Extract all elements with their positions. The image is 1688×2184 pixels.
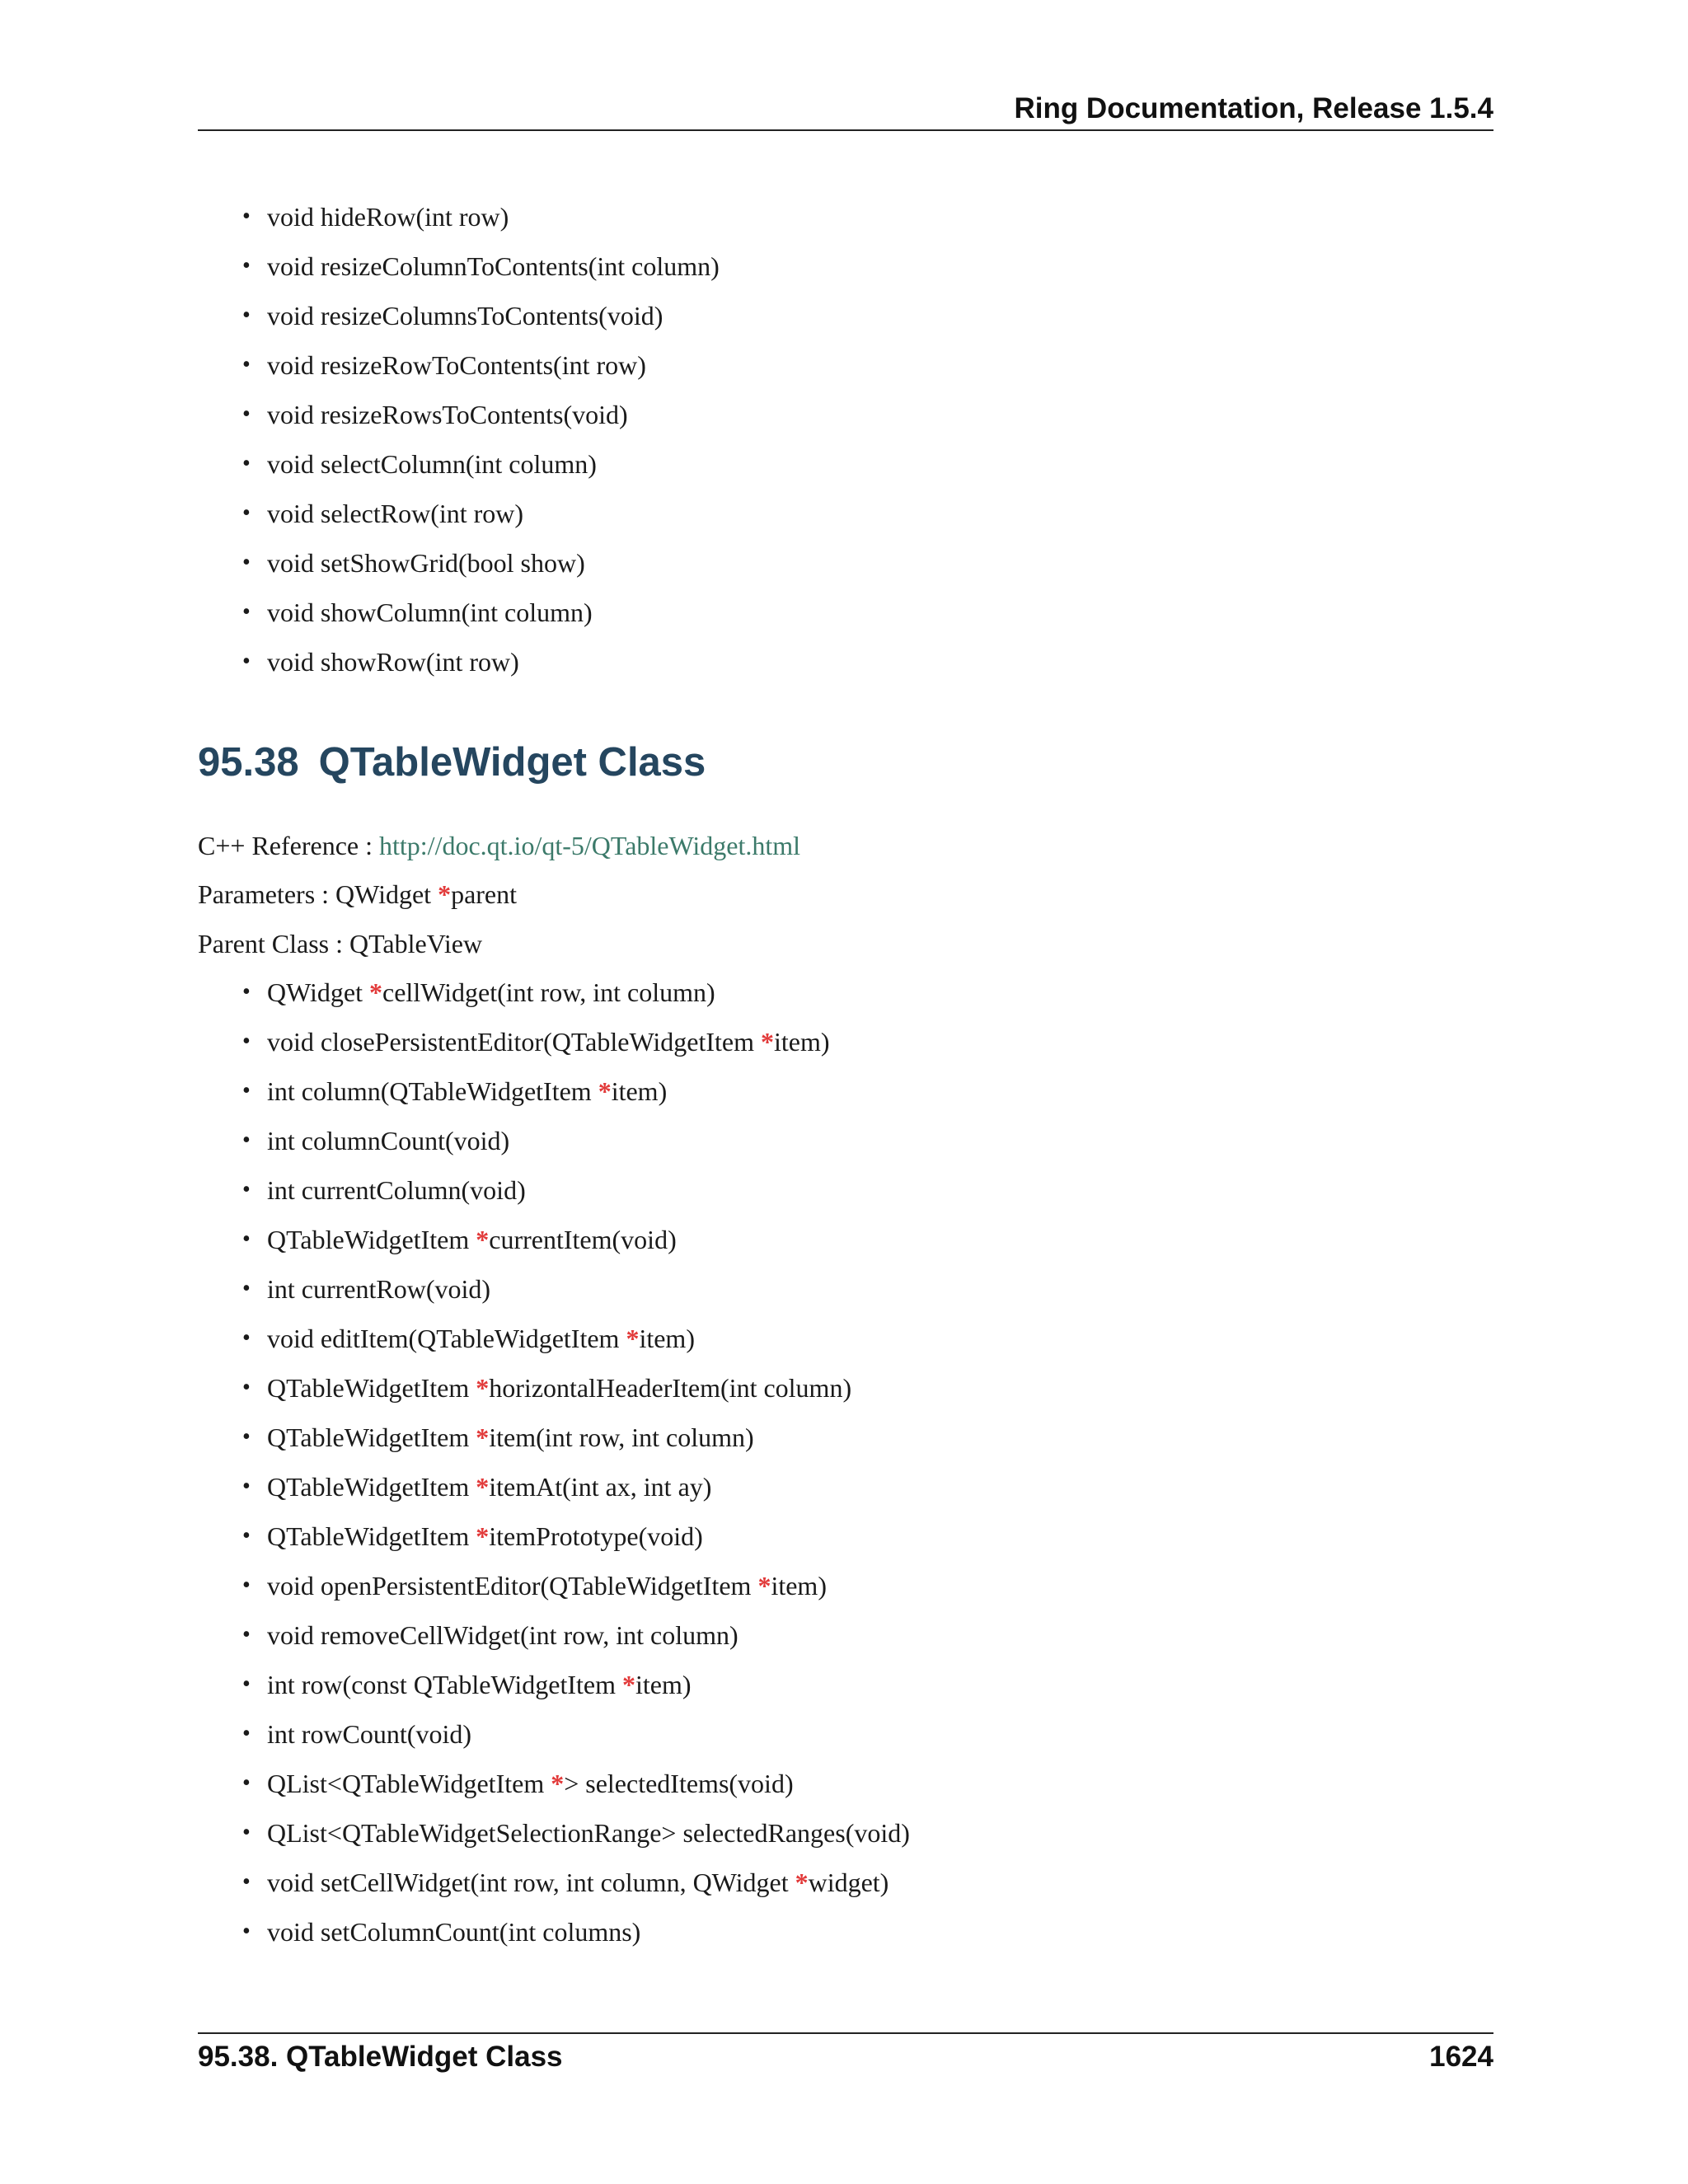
parent-class-value: QTableView bbox=[349, 929, 483, 958]
method-part: QTableWidgetItem bbox=[267, 1422, 476, 1452]
list-item bbox=[242, 1511, 910, 1561]
method-part: horizontalHeaderItem(int column) bbox=[489, 1373, 852, 1403]
list-item bbox=[242, 1907, 910, 1957]
method-part: void removeCellWidget(int row, int column) bbox=[267, 1620, 738, 1650]
method-signature: void resizeRowToContents(int row) bbox=[267, 350, 646, 380]
method-part: cellWidget(int row, int column) bbox=[382, 977, 715, 1007]
method-signature: void showColumn(int column) bbox=[267, 598, 593, 627]
method-part: int row(const QTableWidgetItem bbox=[267, 1670, 623, 1699]
list-item bbox=[242, 588, 720, 637]
bullet-icon: • bbox=[242, 1721, 251, 1746]
list-item bbox=[242, 1462, 910, 1511]
footer-section-title: 95.38. QTableWidget Class bbox=[198, 2041, 563, 2073]
list-item bbox=[242, 968, 910, 1017]
bullet-icon: • bbox=[242, 1869, 251, 1895]
pointer-star: * bbox=[795, 1868, 809, 1897]
method-signature: void hideRow(int row) bbox=[267, 202, 509, 232]
list-item bbox=[242, 1264, 910, 1314]
pointer-star: * bbox=[369, 977, 383, 1007]
pointer-star: * bbox=[760, 1027, 774, 1057]
pointer-star: * bbox=[476, 1225, 490, 1254]
method-part: item) bbox=[635, 1670, 692, 1699]
bullet-icon: • bbox=[242, 1919, 251, 1944]
list-item bbox=[242, 1165, 910, 1215]
method-signature: void showRow(int row) bbox=[267, 647, 519, 677]
bullet-icon: • bbox=[242, 550, 251, 575]
bullet-icon: • bbox=[242, 1572, 251, 1598]
bullet-icon: • bbox=[242, 1523, 251, 1549]
list-item bbox=[242, 1808, 910, 1858]
list-item bbox=[242, 390, 720, 439]
bullet-icon: • bbox=[242, 1820, 251, 1845]
method-part: item) bbox=[773, 1027, 830, 1057]
parent-class-line bbox=[198, 919, 482, 968]
bullet-icon: • bbox=[242, 451, 251, 476]
method-part: void editItem(QTableWidgetItem bbox=[267, 1324, 626, 1353]
section-title-text: QTableWidget Class bbox=[318, 740, 706, 785]
pointer-star: * bbox=[598, 1076, 612, 1106]
bullet-icon: • bbox=[242, 1078, 251, 1104]
bullet-icon: • bbox=[242, 979, 251, 1005]
section-title bbox=[198, 733, 706, 791]
method-part: int currentRow(void) bbox=[267, 1274, 491, 1304]
bullet-icon: • bbox=[242, 599, 251, 625]
method-part: void setColumnCount(int columns) bbox=[267, 1917, 641, 1947]
pointer-star: * bbox=[622, 1670, 636, 1699]
list-item bbox=[242, 1363, 910, 1413]
method-part: item) bbox=[771, 1571, 827, 1601]
method-part: void setCellWidget(int row, int column, QWidget bbox=[267, 1868, 795, 1897]
method-signature: void resizeColumnsToContents(void) bbox=[267, 301, 663, 330]
pointer-star: * bbox=[476, 1422, 490, 1452]
table-widget-method-list bbox=[242, 968, 910, 1957]
list-item bbox=[242, 291, 720, 340]
method-signature: void selectColumn(int column) bbox=[267, 449, 597, 479]
footer-rule bbox=[198, 2032, 1493, 2034]
method-part: item(int row, int column) bbox=[489, 1422, 754, 1452]
bullet-icon: • bbox=[242, 1424, 251, 1450]
running-footer bbox=[198, 2041, 1493, 2074]
running-header: Ring Documentation, Release 1.5.4 bbox=[1014, 92, 1493, 124]
reference-label: C++ Reference : bbox=[198, 831, 379, 860]
bullet-icon: • bbox=[242, 1177, 251, 1202]
method-part: QTableWidgetItem bbox=[267, 1521, 476, 1551]
method-signature: void resizeColumnToContents(int column) bbox=[267, 251, 720, 281]
pointer-star: * bbox=[551, 1769, 565, 1798]
method-part: int columnCount(void) bbox=[267, 1126, 510, 1155]
bullet-icon: • bbox=[242, 1671, 251, 1697]
bullet-icon: • bbox=[242, 1226, 251, 1252]
bullet-icon: • bbox=[242, 500, 251, 526]
list-item bbox=[242, 538, 720, 588]
method-part: item) bbox=[639, 1324, 695, 1353]
method-part: QWidget bbox=[267, 977, 370, 1007]
method-part: > selectedItems(void) bbox=[564, 1769, 794, 1798]
bullet-icon: • bbox=[242, 401, 251, 427]
method-part: itemPrototype(void) bbox=[489, 1521, 703, 1551]
bullet-icon: • bbox=[242, 649, 251, 674]
method-part: int rowCount(void) bbox=[267, 1719, 471, 1749]
method-part: itemAt(int ax, int ay) bbox=[489, 1472, 712, 1502]
bullet-icon: • bbox=[242, 253, 251, 279]
header-rule bbox=[198, 129, 1493, 131]
list-item bbox=[242, 1017, 910, 1066]
list-item bbox=[242, 340, 720, 390]
list-item bbox=[242, 1660, 910, 1709]
list-item bbox=[242, 1709, 910, 1759]
list-item bbox=[242, 192, 720, 241]
bullet-icon: • bbox=[242, 204, 251, 229]
list-item bbox=[242, 1116, 910, 1165]
bullet-icon: • bbox=[242, 1474, 251, 1499]
list-item bbox=[242, 1858, 910, 1907]
list-item bbox=[242, 439, 720, 489]
method-part: void openPersistentEditor(QTableWidgetItem bbox=[267, 1571, 758, 1601]
pointer-star: * bbox=[626, 1324, 640, 1353]
method-part: int column(QTableWidgetItem bbox=[267, 1076, 598, 1106]
method-part: QTableWidgetItem bbox=[267, 1373, 476, 1403]
method-part: int currentColumn(void) bbox=[267, 1175, 526, 1205]
method-signature: void setShowGrid(bool show) bbox=[267, 548, 585, 578]
cpp-reference-line bbox=[198, 821, 800, 870]
pointer-star: * bbox=[476, 1521, 490, 1551]
method-part: QList<QTableWidgetSelectionRange> selectedRanges(void) bbox=[267, 1818, 910, 1848]
reference-link[interactable]: http://doc.qt.io/qt-5/QTableWidget.html bbox=[379, 831, 801, 860]
pointer-star: * bbox=[476, 1472, 490, 1502]
list-item bbox=[242, 241, 720, 291]
page-number: 1624 bbox=[1429, 2041, 1493, 2073]
method-part: QTableWidgetItem bbox=[267, 1472, 476, 1502]
table-view-method-list bbox=[242, 192, 720, 687]
method-part: void closePersistentEditor(QTableWidgetItem bbox=[267, 1027, 761, 1057]
parameters-name: parent bbox=[451, 879, 518, 909]
method-part: QList<QTableWidgetItem bbox=[267, 1769, 551, 1798]
list-item bbox=[242, 1215, 910, 1264]
list-item bbox=[242, 489, 720, 538]
bullet-icon: • bbox=[242, 1276, 251, 1301]
bullet-icon: • bbox=[242, 1127, 251, 1153]
bullet-icon: • bbox=[242, 1029, 251, 1054]
parameters-type: QWidget bbox=[335, 879, 438, 909]
pointer-star: * bbox=[757, 1571, 771, 1601]
method-part: widget) bbox=[808, 1868, 889, 1897]
section-number: 95.38 bbox=[198, 740, 299, 785]
document-page bbox=[198, 0, 1493, 2184]
bullet-icon: • bbox=[242, 302, 251, 328]
method-part: QTableWidgetItem bbox=[267, 1225, 476, 1254]
method-part: currentItem(void) bbox=[489, 1225, 677, 1254]
bullet-icon: • bbox=[242, 352, 251, 377]
list-item bbox=[242, 1066, 910, 1116]
bullet-icon: • bbox=[242, 1622, 251, 1647]
method-signature: void resizeRowsToContents(void) bbox=[267, 400, 628, 429]
list-item bbox=[242, 1314, 910, 1363]
parameters-label: Parameters : bbox=[198, 879, 336, 909]
bullet-icon: • bbox=[242, 1375, 251, 1400]
list-item bbox=[242, 1561, 910, 1610]
pointer-star: * bbox=[476, 1373, 490, 1403]
pointer-star: * bbox=[438, 879, 452, 909]
list-item bbox=[242, 1759, 910, 1808]
list-item bbox=[242, 1610, 910, 1660]
bullet-icon: • bbox=[242, 1325, 251, 1351]
list-item bbox=[242, 637, 720, 687]
method-part: item) bbox=[611, 1076, 668, 1106]
parent-class-label: Parent Class : bbox=[198, 929, 349, 958]
bullet-icon: • bbox=[242, 1770, 251, 1796]
method-signature: void selectRow(int row) bbox=[267, 499, 524, 528]
parameters-line bbox=[198, 869, 517, 919]
list-item bbox=[242, 1413, 910, 1462]
